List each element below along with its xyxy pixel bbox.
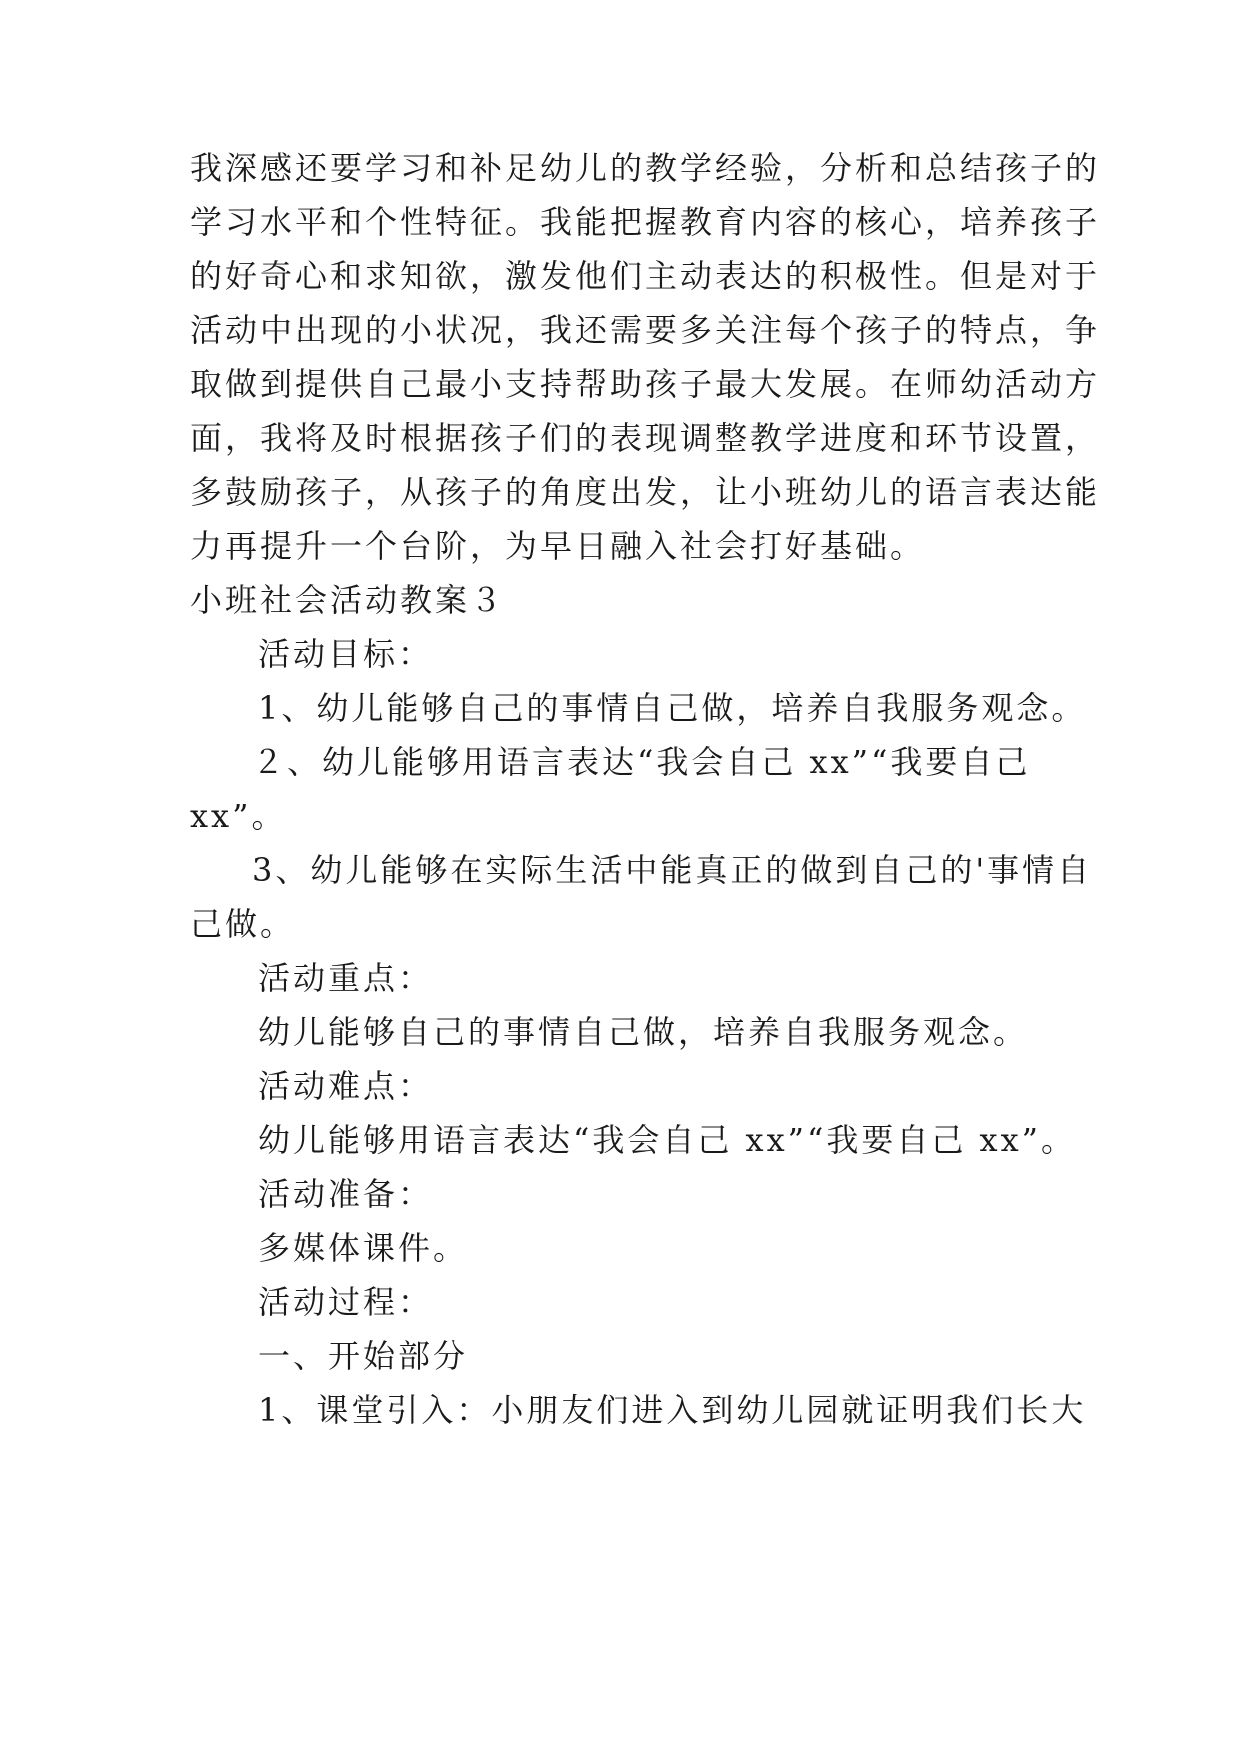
paragraph-line: 面，我将及时根据孩子们的表现调整教学进度和环节设置， xyxy=(190,419,1101,457)
goal-item-continuation: 己做。 xyxy=(190,905,296,943)
paragraph-line: 学习水平和个性特征。我能把握教育内容的核心，培养孩子 xyxy=(190,203,1101,241)
goal-item: ２、幼儿能够用语言表达“我会自己 xx”“我要自己 xyxy=(252,743,1031,781)
key-text: 幼儿能够自己的事情自己做，培养自我服务观念。 xyxy=(258,1013,1029,1051)
goal-item: 3、幼儿能够在实际生活中能真正的做到自己的'事情自 xyxy=(252,851,1093,889)
section-title: 小班社会活动教案３ xyxy=(190,581,506,619)
step-item: 1、课堂引入：小朋友们进入到幼儿园就证明我们长大 xyxy=(258,1391,1087,1429)
paragraph-line: 活动中出现的小状况，我还需要多关注每个孩子的特点，争 xyxy=(190,311,1101,349)
paragraph-line: 我深感还要学习和补足幼儿的教学经验，分析和总结孩子的 xyxy=(190,149,1101,187)
process-heading: 活动过程： xyxy=(258,1283,434,1321)
goal-item-continuation: xx”。 xyxy=(190,797,287,835)
key-heading: 活动重点： xyxy=(258,959,434,997)
paragraph-line: 多鼓励孩子，从孩子的角度出发，让小班幼儿的语言表达能 xyxy=(190,473,1101,511)
part-heading: 一、开始部分 xyxy=(258,1337,469,1375)
difficulty-heading: 活动难点： xyxy=(258,1067,434,1105)
paragraph-line: 的好奇心和求知欲，激发他们主动表达的积极性。但是对于 xyxy=(190,257,1101,295)
goal-item: 1、幼儿能够自己的事情自己做，培养自我服务观念。 xyxy=(258,689,1087,727)
goals-heading: 活动目标： xyxy=(258,635,434,673)
paragraph-line: 力再提升一个台阶，为早日融入社会打好基础。 xyxy=(190,527,926,565)
prep-heading: 活动准备： xyxy=(258,1175,434,1213)
prep-text: 多媒体课件。 xyxy=(258,1229,469,1267)
paragraph-line: 取做到提供自己最小支持帮助孩子最大发展。在师幼活动方 xyxy=(190,365,1101,403)
difficulty-text: 幼儿能够用语言表达“我会自己 xx”“我要自己 xx”。 xyxy=(258,1121,1076,1159)
